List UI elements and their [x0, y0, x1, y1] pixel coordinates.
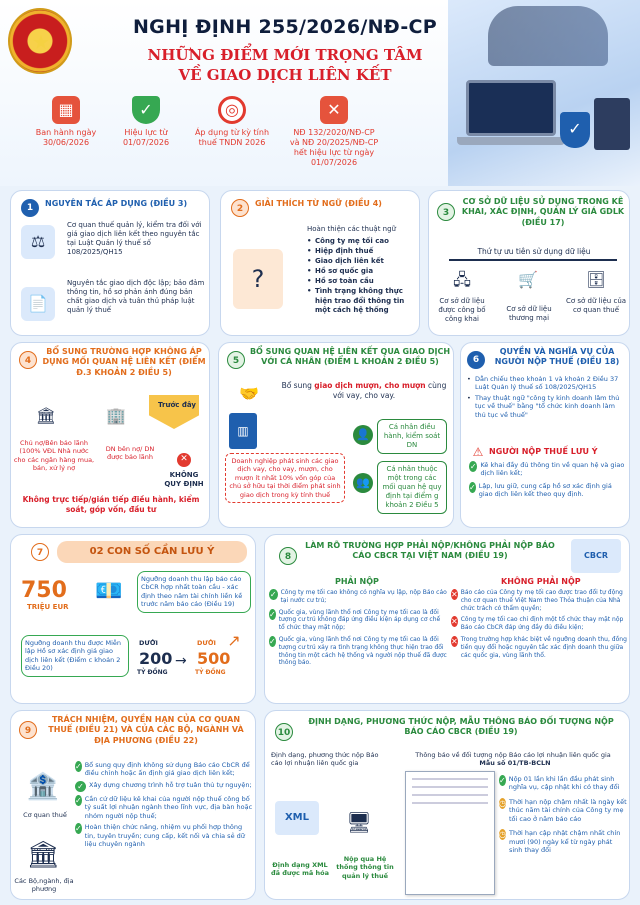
business-icon: 🏢: [106, 406, 126, 425]
check-icon: ✓: [499, 776, 506, 785]
check-icon: ✓: [269, 590, 277, 599]
big-number: 750: [21, 578, 67, 603]
check-icon: ✓: [75, 781, 86, 792]
people-icon: 👥: [353, 473, 373, 493]
handshake-icon: [488, 6, 608, 66]
target-icon: ◎: [218, 96, 246, 124]
section-1-title: NGUYÊN TẮC ÁP DỤNG (ĐIỀU 3): [45, 199, 188, 208]
header-illustration: [448, 0, 640, 186]
kpi-apply: ◎ Áp dụng từ kỳ tính thuế TNDN 2026: [184, 96, 280, 148]
section-5-title: BỔ SUNG QUAN HỆ LIÊN KẾT QUA GIAO DỊCH VỚI CÁ NHÂN (ĐIỂM L KHOẢN 2 ĐIỀU 5): [249, 347, 451, 367]
section-5: 5 BỔ SUNG QUAN HỆ LIÊN KẾT QUA GIAO DỊCH VỚI CÁ NHÂN (ĐIỂM L KHOẢN 2 ĐIỀU 5) 🤝 Bổ sung giao dịch mượn, cho mượn cùng với vay, cho vay. ▥ Doanh nghiệp phát sinh các giao dịch vay, cho vay, mượn, cho mượn ít nhất 10% vốn góp của chủ sở hữu tại thời điểm phát sinh giao dịch trong kỳ tính thuế 👤 Cá nhân điều hành, kiểm soát DN 👥 Cá nhân thuộc một trong các mối quan hệ quy định tại điểm g khoản 2 Điều 5: [218, 342, 454, 528]
section-2: 2 GIẢI THÍCH TỪ NGỮ (ĐIỀU 4) ? Hoàn thiện các thuật ngữ • Công ty mẹ tối cao • Hiệp định thuế • Giao dịch liên kết • Hồ sơ quốc gia • Hồ sơ toàn cầu • Tình trạng không thực hiện trao đổi thông tin một cách hệ thống: [220, 190, 420, 336]
section-1: 1 NGUYÊN TẮC ÁP DỤNG (ĐIỀU 3) ⚖ Cơ quan thuế quản lý, kiểm tra đối với giá giao dịch liên kết theo nguyên tắc tại Luật Quản lý thuế số 108/2025/QH15 📄 Nguyên tắc giao dịch độc lập; bảo đảm thông tin, hồ sơ phản ánh đúng bản chất giao dịch và tuân thủ pháp luật quản lý thuế: [10, 190, 210, 336]
xml-file-icon: XML: [275, 801, 319, 835]
clock-icon: ◷: [499, 830, 506, 840]
section-10: 10 ĐỊNH DẠNG, PHƯƠNG THỨC NỘP, MẪU THÔNG BÁO ĐỐI TƯỢNG NỘP BÁO CÁO CBCR (ĐIỀU 19) Định dạng, phương thức nộp Báo cáo lợi nhuận liên quốc gia XML 🖥 Định dạng XML đã được mã hóa Nộp qua Hệ thống thông tin quản lý thuế Thông báo về đối tượng nộp Báo cáo lợi nhuận liên quốc gia Mẫu số 01/TB-BCLN ✓ Nộp 01 lần khi lần đầu phát sinh nghĩa vụ, cập nhật khi có thay đổi ◷ Thời hạn nộp chậm nhất là ngày kết thúc năm tài chính của Công ty mẹ tối cao ở năm báo cáo ◷ Thời hạn cập nhật chậm nhất chín mươi (90) ngày kể từ ngày phát sinh thay đổi: [264, 710, 630, 900]
check-icon: ✓: [75, 824, 82, 834]
question-puzzle-icon: ?: [233, 249, 283, 309]
document-icon: 📄: [21, 287, 55, 321]
computer-icon: 🖥: [346, 809, 372, 834]
emblem-logo: [8, 8, 72, 74]
star-icon: ★: [32, 30, 50, 54]
section-10-title: ĐỊNH DẠNG, PHƯƠNG THỨC NỘP, MẪU THÔNG BÁO ĐỐI TƯỢNG NỘP BÁO CÁO CBCR (ĐIỀU 19): [308, 717, 614, 737]
close-icon: ✕: [451, 617, 458, 627]
section-6: 6 QUYỀN VÀ NGHĨA VỤ CỦA NGƯỜI NỘP THUẾ (ĐIỀU 18) • Dẫn chiếu theo khoản 1 và khoản 2 Điều 37 Luật Quản lý thuế số 108/2025/QH15 • Thay thuật ngữ "công ty kinh doanh lâm thủ tục về thuế" bằng "tổ chức kinh doanh làm thủ tục về thuế" ⚠ NGƯỜI NỘP THUẾ LƯU Ý ✓ Kê khai đầy đủ thông tin về quan hệ và giao dịch liên kết; ✓ Lập, lưu giữ, cung cấp hồ sơ xác định giá giao dịch liên kết theo quy định.: [460, 342, 630, 528]
section-3: 3 CƠ SỞ DỮ LIỆU SỬ DỤNG TRONG KÊ KHAI, XÁC ĐỊNH, QUẢN LÝ GIÁ GDLK (ĐIỀU 17) Thứ tự ưu tiên sử dụng dữ liệu 🖧 🛒 🗄 Cơ sở dữ liệu được công bố công khai Cơ sở dữ liệu thương mại Cơ sở dữ liệu của cơ quan thuế: [428, 190, 630, 336]
shield-check-icon: ✓: [132, 96, 160, 124]
network-icon: 🖧: [453, 270, 471, 289]
check-icon: ✓: [469, 482, 476, 492]
check-icon: ✓: [269, 636, 276, 646]
section-3-title: CƠ SỞ DỮ LIỆU SỬ DỤNG TRONG KÊ KHAI, XÁC ĐỊNH, QUẢN LÝ GIÁ GDLK (ĐIỀU 17): [461, 197, 625, 227]
section-7-title: 02 CON SỐ CẦN LƯU Ý: [57, 541, 247, 563]
section-2-title: GIẢI THÍCH TỪ NGỮ (ĐIỀU 4): [255, 199, 382, 208]
page-title: NGHỊ ĐỊNH 255/2026/NĐ-CP: [132, 16, 438, 38]
section-8-title: LÀM RÕ TRƯỜNG HỢP PHẢI NỘP/KHÔNG PHẢI NỘP BÁO CÁO CBCR TẠI VIỆT NAM (ĐIỀU 19): [305, 541, 555, 561]
money-stack-icon: 💶: [95, 579, 123, 605]
terms-list: • Công ty mẹ tối cao • Hiệp định thuế • Giao dịch liên kết • Hồ sơ quốc gia • Hồ sơ toàn cầu • Tình trạng không thực hiện trao đổi thông tin một cách hệ thống: [307, 237, 417, 316]
kpi-expire: ✕ NĐ 132/2020/NĐ-CP và NĐ 20/2025/NĐ-CP hết hiệu lực từ ngày 01/07/2026: [276, 96, 392, 168]
handshake-icon: 🤝: [239, 384, 259, 403]
priority-arrow: [449, 259, 617, 261]
warning-icon: ⚠: [472, 444, 484, 459]
form-thumbnail: [405, 771, 495, 895]
section-4-title: BỔ SUNG TRƯỜNG HỢP KHÔNG ÁP DỤNG MỐI QUAN HỆ LIÊN KẾT (ĐIỂM Đ.3 KHOẢN 2 ĐIỀU 5): [42, 347, 206, 377]
check-icon: ✓: [269, 609, 276, 619]
trend-up-icon: ↗: [227, 631, 241, 650]
database-icon: 🗄: [585, 270, 607, 289]
close-icon: ✕: [451, 636, 458, 646]
section-6-title: QUYỀN VÀ NGHĨA VỤ CỦA NGƯỜI NỘP THUẾ (ĐIỀU 18): [494, 347, 620, 367]
close-icon: ✕: [177, 453, 191, 467]
bank-icon: 🏛: [35, 406, 57, 425]
calendar-icon: ▦: [52, 96, 80, 124]
cbcr-document-icon: CBCR: [571, 539, 621, 573]
section-9-title: TRÁCH NHIỆM, QUYỀN HẠN CỦA CƠ QUAN THUẾ (ĐIỀU 21) VÀ CỦA CÁC BỘ, NGÀNH VÀ ĐỊA PHƯƠNG (ĐIỀU 22): [48, 715, 244, 745]
close-icon: ✕: [451, 590, 458, 599]
check-icon: ✓: [75, 795, 82, 805]
tax-office-icon: 🏦: [26, 771, 60, 802]
section-7: 7 02 CON SỐ CẦN LƯU Ý 750 TRIỆU EUR Ngưỡng doanh thu lập báo cáo CbCR hợp nhất toàn cầu - xác định theo năm tài chính liền kề trước năm báo cáo (Điều 19) 💶 Ngưỡng doanh thu được Miễn lập Hồ sơ xác định giá giao dịch liên kết (Điểm c khoản 2 Điều 20) DƯỚI 200 TỶ ĐỒNG → DƯỚI 500 TỶ ĐỒNG ↗: [10, 534, 256, 704]
cart-icon: 🛒: [518, 270, 538, 289]
check-icon: ✓: [75, 762, 82, 771]
government-icon: 🏛: [26, 839, 60, 870]
note-title: NGƯỜI NỘP THUẾ LƯU Ý: [489, 447, 598, 456]
calculator-icon: [594, 98, 630, 150]
close-icon: ✕: [320, 96, 348, 124]
section-4: 4 BỔ SUNG TRƯỜNG HỢP KHÔNG ÁP DỤNG MỐI QUAN HỆ LIÊN KẾT (ĐIỂM Đ.3 KHOẢN 2 ĐIỀU 5) Trước đây 🏛 🏢 Chủ nợ/Bên bảo lãnh (100% VĐL Nhà nước cho các ngân hàng mua, bán, xử lý nợ DN bên nợ/ DN được bảo lãnh ✕ KHÔNG QUY ĐỊNH Không trực tiếp/gián tiếp điều hành, kiểm soát, góp vốn, đầu tư: [10, 342, 210, 528]
arrow-right-icon: →: [175, 653, 187, 669]
building-icon: ▥: [229, 413, 257, 449]
person-icon: 👤: [353, 425, 373, 445]
kpi-effective: ✓ Hiệu lực từ 01/07/2026: [98, 96, 194, 148]
page-subtitle: NHỮNG ĐIỂM MỚI TRỌNG TÂM VỀ GIAO DỊCH LIÊN KẾT: [147, 46, 423, 84]
check-icon: ✓: [469, 462, 477, 471]
scale-icon: ⚖: [21, 225, 55, 259]
section-8: 8 LÀM RÕ TRƯỜNG HỢP PHẢI NỘP/KHÔNG PHẢI NỘP BÁO CÁO CBCR TẠI VIỆT NAM (ĐIỀU 19) CBCR PHẢI NỘP KHÔNG PHẢI NỘP ✓ Công ty mẹ tối cao không có nghĩa vụ lập, nộp Báo cáo tại nước cư trú; ✓ Quốc gia, vùng lãnh thổ nơi Công ty mẹ tối cao là đối tượng cư trú không đáp ứng điều kiện áp dụng cơ chế tổ chức thay mặt nộp; ✓ Quốc gia, vùng lãnh thổ nơi Công ty mẹ tối cao là đối tượng cư trú xảy ra tình trạng không thực hiện trao đổi thông tin một cách hệ thống và người nộp thuế đã được thông báo. ✕ Báo cáo của Công ty mẹ tối cao được trao đổi tự động cho cơ quan thuế Việt Nam theo Thỏa thuận của Nhà chức trách có thẩm quyền; ✕ Công ty mẹ tối cao chỉ định một tổ chức thay mặt nộp Báo cáo CbCR đáp ứng đầy đủ điều kiện; ✕ Trong trường hợp khác biệt về ngưỡng doanh thu, đồng tiền quy đổi hoặc nguyên tắc xác định doanh thu giữa các quốc gia, vùng lãnh thổ.: [264, 534, 630, 704]
shield-check-icon: ✓: [560, 112, 590, 148]
laptop-icon: [466, 80, 556, 136]
clock-icon: ◷: [499, 798, 506, 808]
kpi-issued: ▦ Ban hành ngày 30/06/2026: [18, 96, 114, 148]
section-9: 9 TRÁCH NHIỆM, QUYỀN HẠN CỦA CƠ QUAN THUẾ (ĐIỀU 21) VÀ CỦA CÁC BỘ, NGÀNH VÀ ĐỊA PHƯƠNG (ĐIỀU 22) 🏦 Cơ quan thuế 🏛 Các Bộ,ngành, địa phương ✓ Bổ sung quy định không sử dụng Báo cáo CbCR để điều chỉnh hoặc ấn định giá giao dịch liên kết; ✓ Xây dựng chương trình hỗ trợ tuân thủ tự nguyện; ✓ Cần cứ dữ liệu kê khai của người nộp thuế công bố tỷ suất lợi nhuận ngành theo lĩnh vực, địa bàn hoặc nhóm người nộp thuế; ✓ Hoàn thiện chức năng, nhiệm vụ phối hợp thông tin, tuyên truyền; cung cấp, kết nối và chia sẻ dữ liệu chuyên ngành: [10, 710, 256, 900]
